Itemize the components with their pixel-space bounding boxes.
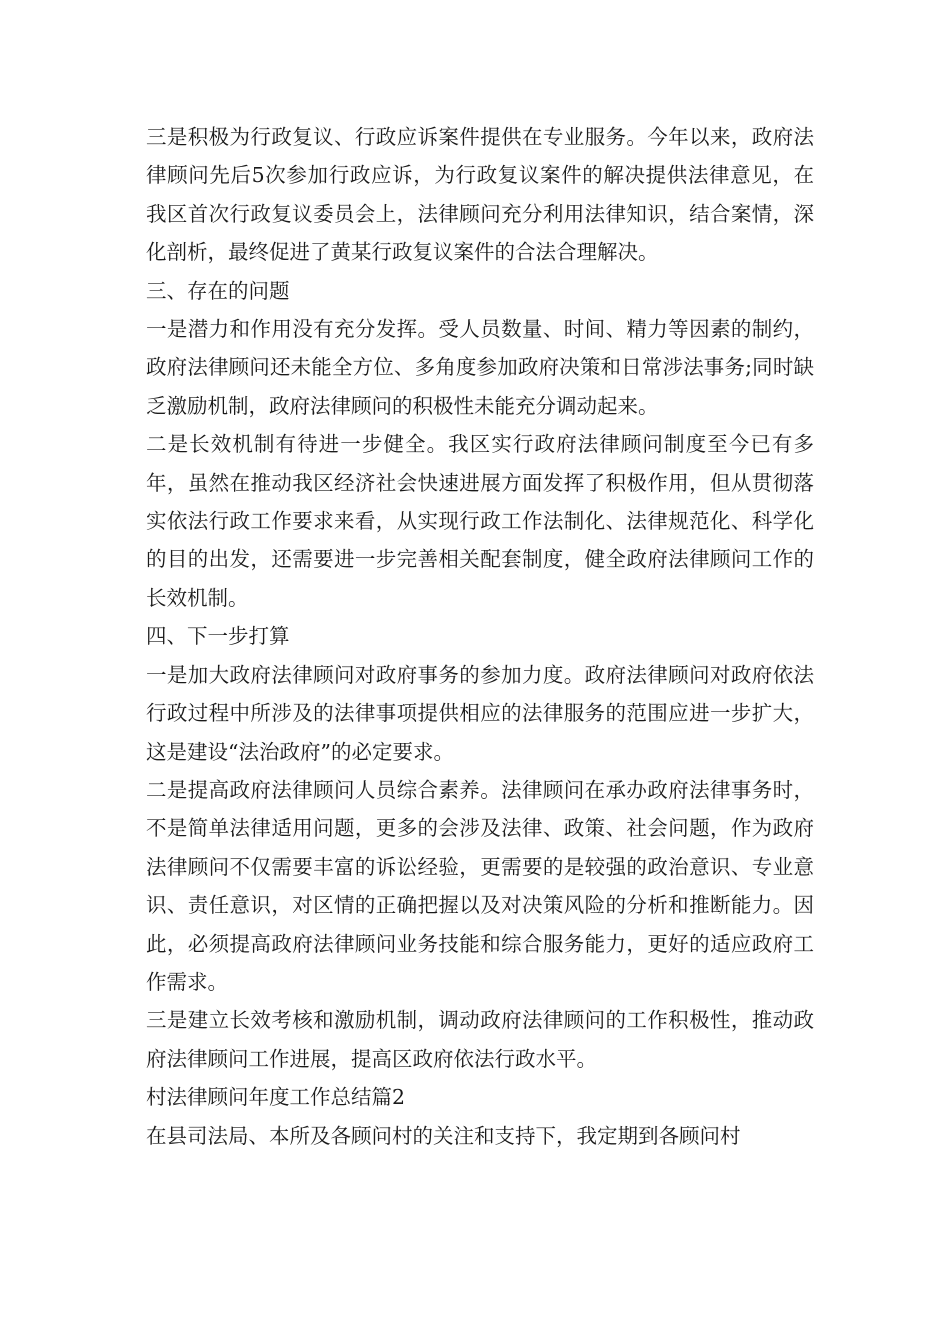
paragraph-potential-not-utilized: 一是潜力和作用没有充分发挥。受人员数量、时间、精力等因素的制约，政府法律顾问还未能全方位、多角度参加政府决策和日常涉法事务;同时缺乏激励机制，政府法律顾问的积极性未能充分调动起来。 <box>146 317 814 418</box>
section-heading-next-steps: 四、下一步打算 <box>146 624 290 649</box>
paragraph-long-term-mechanism: 二是长效机制有待进一步健全。我区实行政府法律顾问制度至今已有多年，虽然在推动我区经济社会快速进展方面发挥了积极作用，但从贯彻落实依法行政工作要求来看，从实现行政工作法制化、法律规范化、科学化的目的出发，还需要进一步完善相关配套制度，健全政府法律顾问工作的长效机制。 <box>146 432 814 610</box>
paragraph-establish-assessment: 三是建立长效考核和激励机制，调动政府法律顾问的工作积极性，推动政府法律顾问工作进展，提高区政府依法行政水平。 <box>146 1008 814 1071</box>
paragraph-improve-quality: 二是提高政府法律顾问人员综合素养。法律顾问在承办政府法律事务时，不是简单法律适用问题，更多的会涉及法律、政策、社会问题，作为政府法律顾问不仅需要丰富的诉讼经验，更需要的是较强的政治意识、专业意识、责任意识，对区情的正确把握以及对决策风险的分析和推断能力。因此，必须提高政府法律顾问业务技能和综合服务能力，更好的适应政府工作需求。 <box>146 777 814 994</box>
paragraph-admin-review-services: 三是积极为行政复议、行政应诉案件提供在专业服务。今年以来，政府法律顾问先后5次参加行政应诉，为行政复议案件的解决提供法律意见，在我区首次行政复议委员会上，法律顾问充分利用法律知识，结合案情，深化剖析，最终促进了黄某行政复议案件的合法合理解决。 <box>146 125 814 265</box>
paragraph-village-intro: 在县司法局、本所及各顾问村的关注和支持下，我定期到各顾问村 <box>146 1123 741 1148</box>
article-title-part-2: 村法律顾问年度工作总结篇2 <box>146 1085 406 1110</box>
section-heading-existing-problems: 三、存在的问题 <box>146 278 290 303</box>
paragraph-increase-participation: 一是加大政府法律顾问对政府事务的参加力度。政府法律顾问对政府依法行政过程中所涉及的法律事项提供相应的法律服务的范围应进一步扩大，这是建设“法治政府”的必定要求。 <box>146 662 814 764</box>
document-body <box>146 118 814 1155</box>
